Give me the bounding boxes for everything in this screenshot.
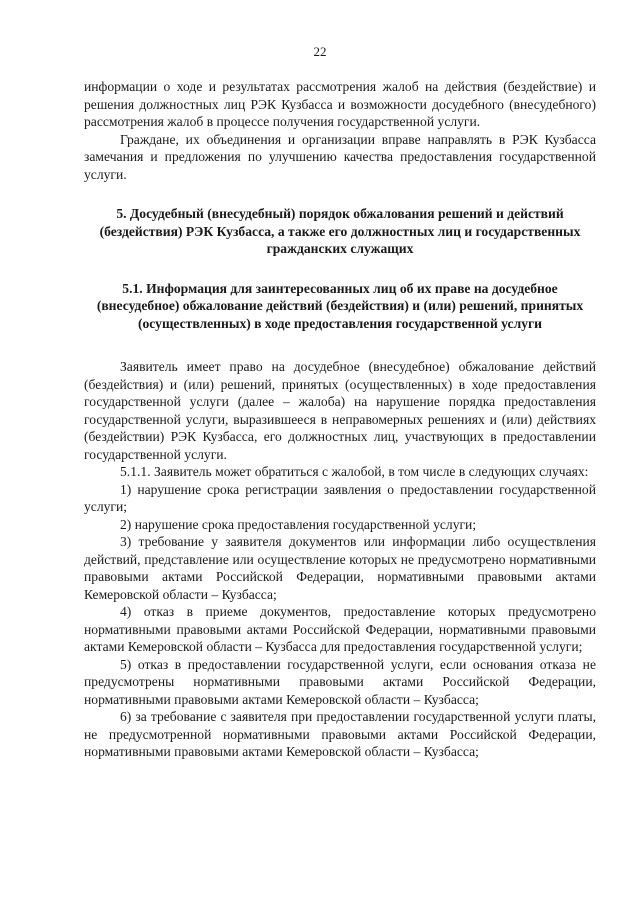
- list-item-1: 1) нарушение срока регистрации заявления о предоставлении государственной услуги;: [84, 481, 596, 514]
- page-number: 22: [313, 44, 327, 59]
- section-5-heading: 5. Досудебный (внесудебный) порядок обжалования решений и действий (бездействия) РЭК Кузбасса, а также его должностных лиц и государственных гражданских служащих: [99, 206, 581, 256]
- list-item-5: 5) отказ в предоставлении государственной услуги, если основания отказа не предусмотрены нормативными правовыми актами Российской Федерации, нормативными правовыми актами Кемеровской области – Кузбасса;: [84, 656, 596, 707]
- paragraph-5-1-1: 5.1.1. Заявитель может обратиться с жалобой, в том числе в следующих случаях:: [120, 464, 589, 479]
- list-item-3: 3) требование у заявителя документов или информации либо осуществления действий, представление или осуществление которых не предусмотрено нормативными правовыми актами Российской Федерации, нормативными правовыми актами Кемеровской области – Кузбасса;: [84, 534, 596, 602]
- paragraph-continued: информации о ходе и результатах рассмотрения жалоб на действия (бездействие) и решения должностных лиц РЭК Кузбасса и возможности досудебного (внесудебного) рассмотрения жалоб в процессе получения государственной услуги.: [84, 79, 596, 129]
- page-content: [84, 78, 596, 761]
- paragraph-right-to-appeal: Заявитель имеет право на досудебное (внесудебное) обжалование действий (бездействия) и (или) решений, принятых (осуществленных) в ходе предоставления государственной услуги (далее – жалоба) на нарушение порядка предоставления государственной услуги, выразившееся в неправомерных решениях и (или) действиях (бездействии) РЭК Кузбасса, его должностных лиц, участвующих в предоставлении государственной услуги.: [84, 359, 596, 462]
- list-item-6: 6) за требование с заявителя при предоставлении государственной услуги платы, не предусмотренной нормативными правовыми актами Российской Федерации, нормативными правовыми актами Кемеровской области – Кузбасса;: [84, 709, 596, 759]
- list-item-2: 2) нарушение срока предоставления государственной услуги;: [120, 516, 477, 532]
- paragraph-feedback: Граждане, их объединения и организации вправе направлять в РЭК Кузбасса замечания и предложения по улучшению качества предоставления государственной услуги.: [84, 131, 596, 182]
- section-5-1-heading: 5.1. Информация для заинтересованных лиц об их праве на досудебное (внесудебное) обжалование действий (бездействия) и (или) решений, принятых (осуществленных) в ходе предоставления государственной услуги: [96, 280, 584, 331]
- list-item-4: 4) отказ в приеме документов, предоставление которых предусмотрено нормативными правовыми актами Российской Федерации, нормативными правовыми актами Кемеровской области – Кузбасса для предоставления государственной услуги;: [84, 604, 596, 654]
